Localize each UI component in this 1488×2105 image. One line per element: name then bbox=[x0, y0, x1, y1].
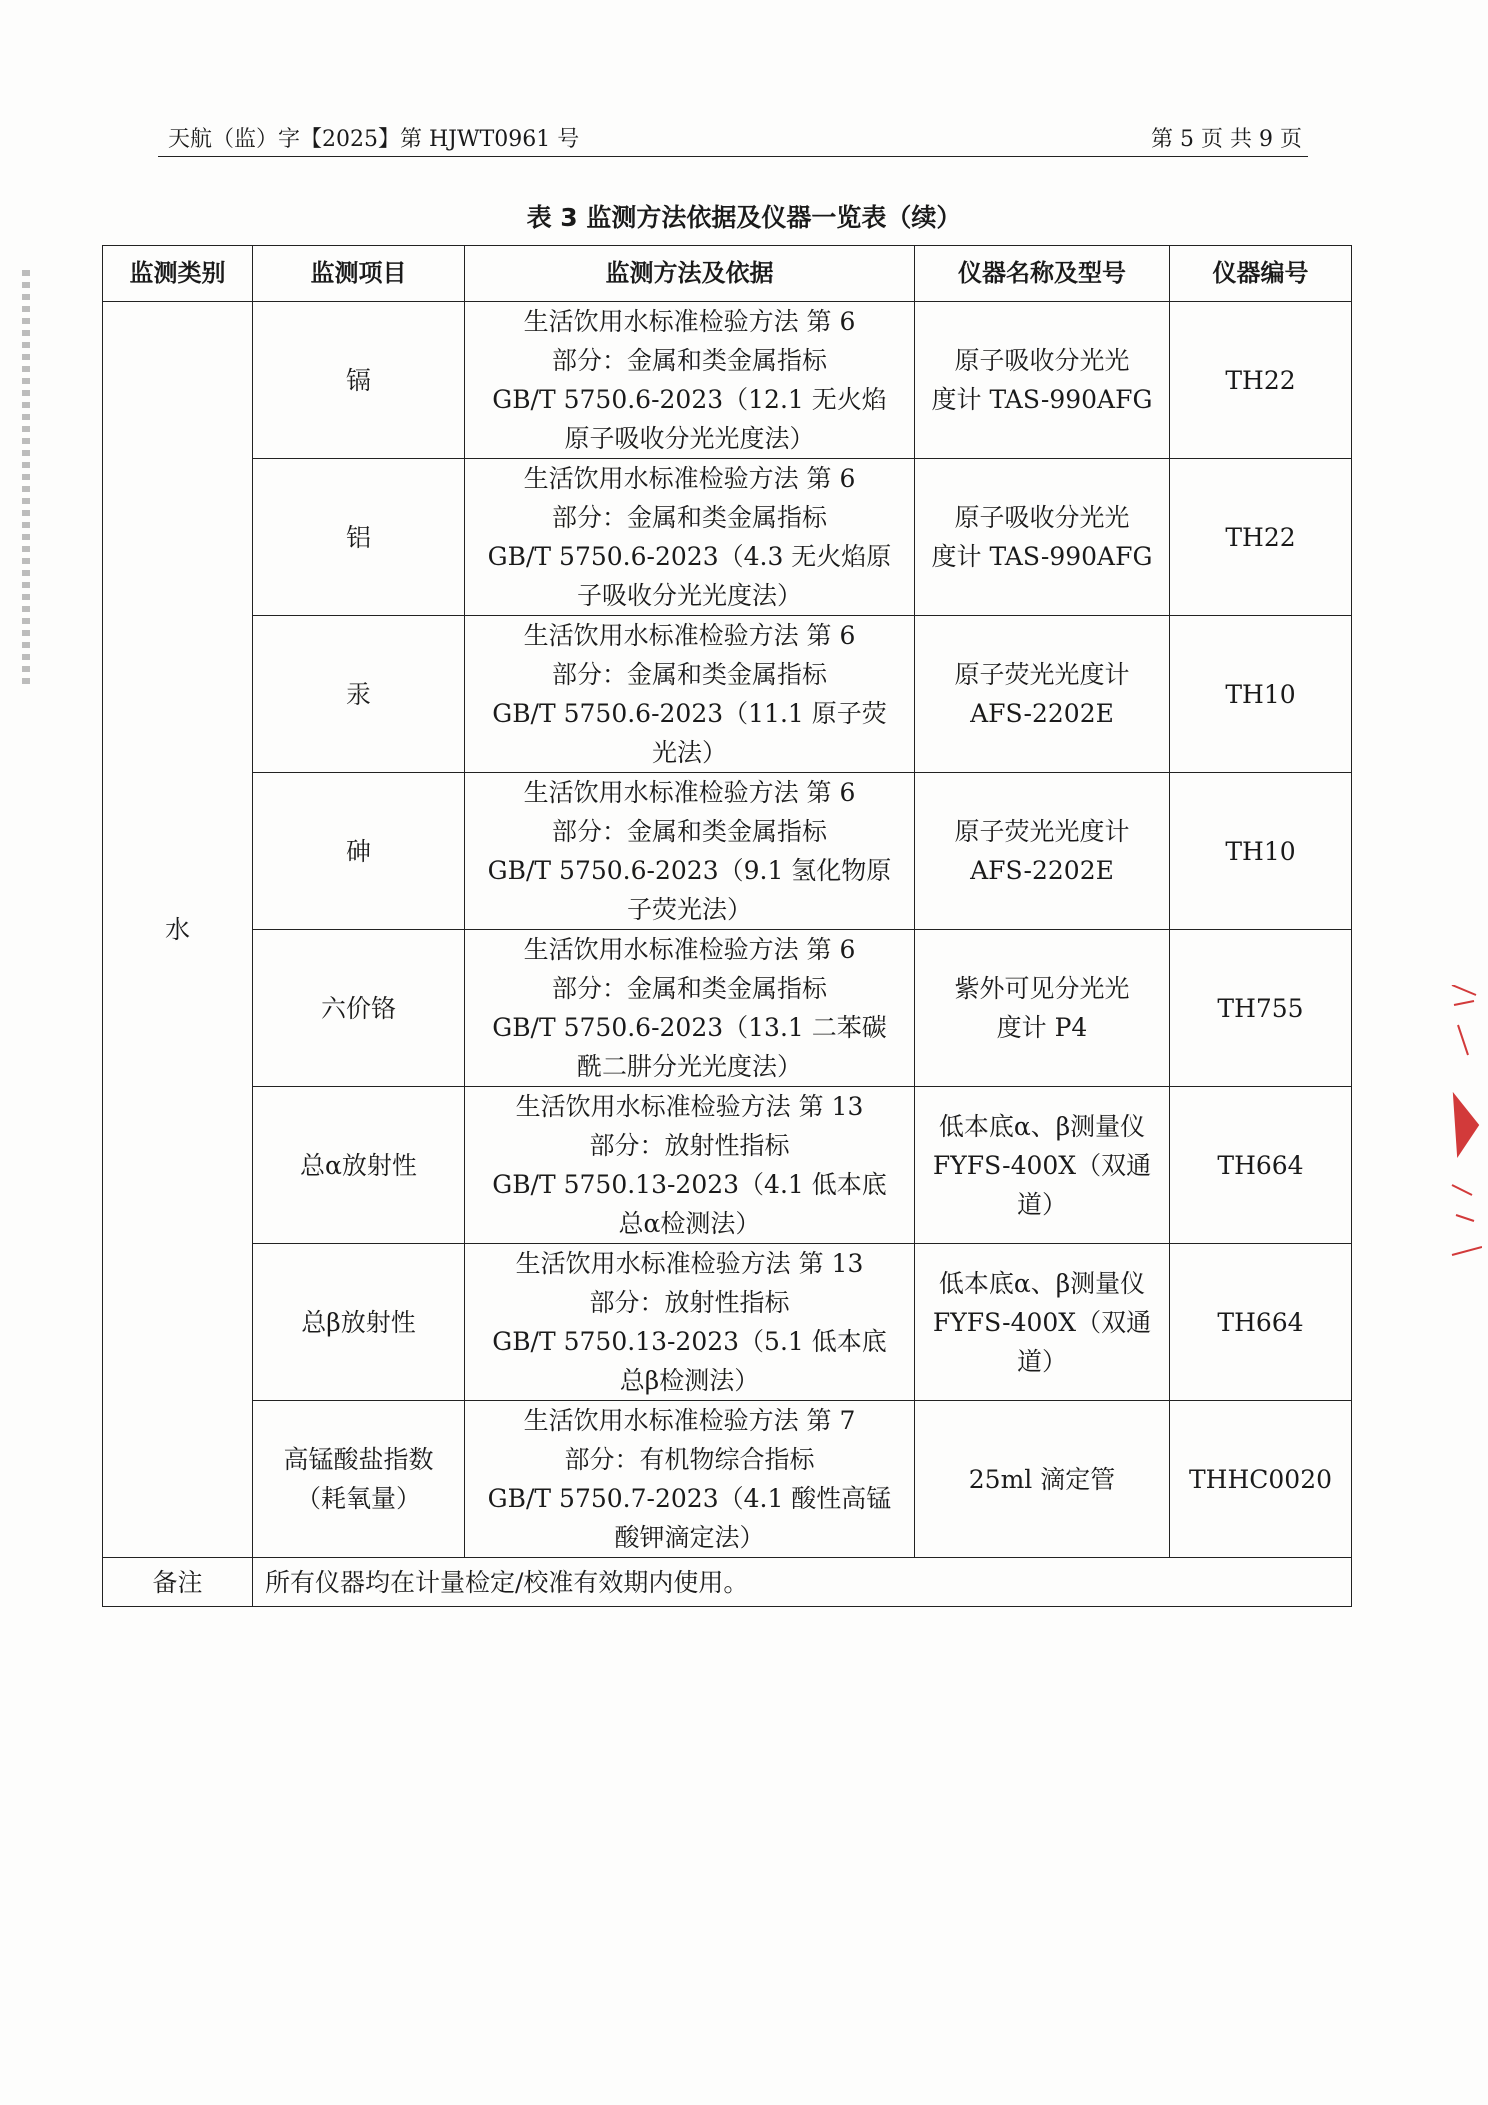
cell-line: 原子荧光光度计 bbox=[954, 817, 1130, 846]
cell-line: 度计 TAS-990AFG bbox=[931, 385, 1153, 414]
note-label: 备注 bbox=[103, 1558, 253, 1607]
cell-line: 光法） bbox=[651, 738, 727, 767]
cell-line: GB/T 5750.6-2023（9.1 氢化物原 bbox=[487, 856, 892, 885]
item-line: 高锰酸盐指数 bbox=[283, 1445, 434, 1474]
cell-line: FYFS-400X（双通 bbox=[932, 1150, 1152, 1180]
col-header-item: 监测项目 bbox=[253, 246, 465, 302]
cell-line: AFS-2202E bbox=[970, 856, 1114, 885]
cell-line: 部分：金属和类金属指标 bbox=[551, 503, 827, 532]
table-row bbox=[103, 930, 1352, 1087]
cell-line: 子荧光法） bbox=[626, 895, 752, 924]
cell-line: 部分：放射性指标 bbox=[589, 1131, 790, 1160]
instrument-cell bbox=[915, 930, 1170, 1087]
cell-line: 低本底α、β测量仪 bbox=[938, 1111, 1146, 1141]
method-cell bbox=[465, 302, 915, 459]
col-header-code: 仪器编号 bbox=[1170, 246, 1352, 302]
method-cell bbox=[465, 459, 915, 616]
cell-line: 部分：有机物综合指标 bbox=[564, 1445, 815, 1474]
cell-line: 生活饮用水标准检验方法 第 7 bbox=[523, 1406, 856, 1435]
method-cell bbox=[465, 616, 915, 773]
cell-line: GB/T 5750.13-2023（5.1 低本底 bbox=[492, 1327, 887, 1356]
col-header-method: 监测方法及依据 bbox=[465, 246, 915, 302]
cell-line: GB/T 5750.6-2023（4.3 无火焰原 bbox=[487, 542, 892, 571]
cell-line: GB/T 5750.6-2023（13.1 二苯碳 bbox=[492, 1013, 887, 1042]
instrument-code-cell: TH10 bbox=[1170, 773, 1352, 930]
cell-line: 原子吸收分光光度法） bbox=[564, 424, 815, 453]
cell-line: 生活饮用水标准检验方法 第 6 bbox=[523, 778, 856, 807]
table-title: 表 3 监测方法依据及仪器一览表（续） bbox=[526, 203, 962, 232]
cell-line: 道） bbox=[1016, 1189, 1067, 1219]
table-row bbox=[103, 1087, 1352, 1244]
cell-line: 低本底α、β测量仪 bbox=[938, 1268, 1146, 1298]
cell-line: 部分：金属和类金属指标 bbox=[551, 660, 827, 689]
method-instrument-table bbox=[102, 245, 1352, 1607]
instrument-cell bbox=[915, 1401, 1170, 1558]
cell-line: 原子荧光光度计 bbox=[954, 660, 1130, 689]
instrument-cell bbox=[915, 1244, 1170, 1401]
cell-line: 部分：放射性指标 bbox=[589, 1288, 790, 1317]
note-text: 所有仪器均在计量检定/校准有效期内使用。 bbox=[253, 1558, 1352, 1607]
page-header bbox=[158, 118, 1308, 157]
cell-line: 原子吸收分光光 bbox=[954, 503, 1130, 532]
item-line: （耗氧量） bbox=[295, 1484, 421, 1513]
method-cell bbox=[465, 1244, 915, 1401]
instrument-cell bbox=[915, 773, 1170, 930]
item-cell: 砷 bbox=[253, 773, 465, 930]
cell-line: 度计 P4 bbox=[996, 1013, 1088, 1042]
report-number: 天航（监）字【2025】第 HJWT0961 号 bbox=[168, 127, 580, 152]
cell-line: 道） bbox=[1016, 1346, 1067, 1376]
item-cell: 镉 bbox=[253, 302, 465, 459]
table-row bbox=[103, 459, 1352, 616]
category-cell: 水 bbox=[103, 302, 253, 1558]
cell-line: 子吸收分光光度法） bbox=[576, 581, 802, 610]
table-row bbox=[103, 302, 1352, 459]
page-indicator: 第 5 页 共 9 页 bbox=[1151, 127, 1302, 152]
col-header-instrument: 仪器名称及型号 bbox=[915, 246, 1170, 302]
item-cell: 总α放射性 bbox=[253, 1087, 465, 1244]
note-row bbox=[103, 1558, 1352, 1607]
instrument-code-cell: TH10 bbox=[1170, 616, 1352, 773]
method-cell bbox=[465, 773, 915, 930]
instrument-cell bbox=[915, 302, 1170, 459]
cell-line: GB/T 5750.6-2023（11.1 原子荧 bbox=[492, 699, 887, 728]
item-cell bbox=[253, 1401, 465, 1558]
method-cell bbox=[465, 1087, 915, 1244]
cell-line: GB/T 5750.13-2023（4.1 低本底 bbox=[492, 1170, 887, 1199]
method-cell bbox=[465, 1401, 915, 1558]
item-cell: 铝 bbox=[253, 459, 465, 616]
table-row bbox=[103, 616, 1352, 773]
cell-line: 生活饮用水标准检验方法 第 6 bbox=[523, 621, 856, 650]
cell-line: 部分：金属和类金属指标 bbox=[551, 817, 827, 846]
table-row bbox=[103, 1244, 1352, 1401]
item-cell: 六价铬 bbox=[253, 930, 465, 1087]
method-cell bbox=[465, 930, 915, 1087]
instrument-code-cell: TH664 bbox=[1170, 1087, 1352, 1244]
red-seal-stamp bbox=[1448, 985, 1482, 1265]
cell-line: 酸钾滴定法） bbox=[614, 1523, 765, 1552]
col-header-category: 监测类别 bbox=[103, 246, 253, 302]
binding-holes bbox=[22, 270, 30, 690]
instrument-code-cell: TH755 bbox=[1170, 930, 1352, 1087]
cell-line: FYFS-400X（双通 bbox=[932, 1307, 1152, 1337]
table-row bbox=[103, 773, 1352, 930]
item-cell: 总β放射性 bbox=[253, 1244, 465, 1401]
cell-line: AFS-2202E bbox=[970, 699, 1114, 728]
cell-line: GB/T 5750.6-2023（12.1 无火焰 bbox=[492, 385, 887, 414]
cell-line: 度计 TAS-990AFG bbox=[931, 542, 1153, 571]
cell-line: 总β检测法） bbox=[619, 1366, 760, 1395]
table-row bbox=[103, 1401, 1352, 1558]
cell-line: 生活饮用水标准检验方法 第 13 bbox=[515, 1249, 864, 1278]
instrument-cell bbox=[915, 616, 1170, 773]
cell-line: 25ml 滴定管 bbox=[968, 1464, 1116, 1494]
cell-line: 生活饮用水标准检验方法 第 13 bbox=[515, 1092, 864, 1121]
instrument-code-cell: TH22 bbox=[1170, 302, 1352, 459]
instrument-code-cell: TH22 bbox=[1170, 459, 1352, 616]
cell-line: 总α检测法） bbox=[618, 1209, 761, 1238]
seal-fragment-graphic bbox=[1448, 985, 1482, 1265]
instrument-cell bbox=[915, 459, 1170, 616]
cell-line: 生活饮用水标准检验方法 第 6 bbox=[523, 464, 856, 493]
header-row bbox=[103, 246, 1352, 302]
item-cell: 汞 bbox=[253, 616, 465, 773]
cell-line: 部分：金属和类金属指标 bbox=[551, 974, 827, 1003]
cell-line: 生活饮用水标准检验方法 第 6 bbox=[523, 307, 856, 336]
instrument-code-cell: THHC0020 bbox=[1170, 1401, 1352, 1558]
instrument-cell bbox=[915, 1087, 1170, 1244]
cell-line: GB/T 5750.7-2023（4.1 酸性高锰 bbox=[487, 1484, 892, 1513]
cell-line: 部分：金属和类金属指标 bbox=[551, 346, 827, 375]
cell-line: 紫外可见分光光 bbox=[954, 974, 1130, 1003]
instrument-code-cell: TH664 bbox=[1170, 1244, 1352, 1401]
cell-line: 生活饮用水标准检验方法 第 6 bbox=[523, 935, 856, 964]
cell-line: 原子吸收分光光 bbox=[954, 346, 1130, 375]
cell-line: 酰二肼分光光度法） bbox=[576, 1052, 802, 1081]
